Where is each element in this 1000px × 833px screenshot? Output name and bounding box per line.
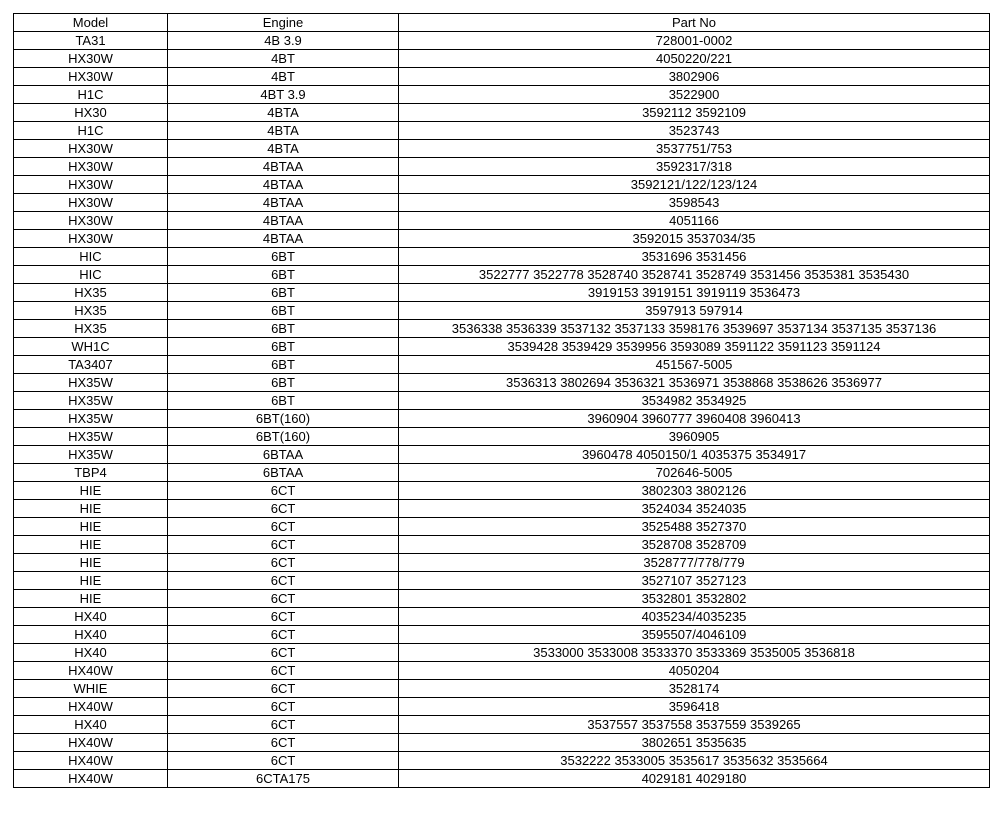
table-row — [14, 698, 990, 716]
cell-part-no: 3960905 — [399, 428, 990, 446]
cell-engine: 4BT — [168, 50, 399, 68]
cell-engine: 4BTAA — [168, 212, 399, 230]
header-model: Model — [14, 14, 168, 32]
table-row — [14, 158, 990, 176]
cell-model: HX40W — [14, 752, 168, 770]
cell-model: HX35W — [14, 374, 168, 392]
cell-engine: 6CT — [168, 662, 399, 680]
cell-model: TA31 — [14, 32, 168, 50]
cell-engine: 4BTAA — [168, 158, 399, 176]
cell-model: HX30W — [14, 212, 168, 230]
table-row — [14, 356, 990, 374]
cell-model: HX40W — [14, 770, 168, 788]
cell-model: WH1C — [14, 338, 168, 356]
cell-model: HIE — [14, 500, 168, 518]
table-row — [14, 608, 990, 626]
cell-part-no: 4050220/221 — [399, 50, 990, 68]
cell-model: HX35 — [14, 284, 168, 302]
table-row — [14, 32, 990, 50]
table-row — [14, 230, 990, 248]
header-engine: Engine — [168, 14, 399, 32]
cell-model: HX35W — [14, 428, 168, 446]
cell-part-no: 3532222 3533005 3535617 3535632 3535664 — [399, 752, 990, 770]
cell-model: HX35W — [14, 410, 168, 428]
cell-engine: 6CT — [168, 734, 399, 752]
header-part-no: Part No — [399, 14, 990, 32]
table-row — [14, 590, 990, 608]
table-row — [14, 446, 990, 464]
cell-model: HX40W — [14, 662, 168, 680]
cell-engine: 6CT — [168, 680, 399, 698]
cell-engine: 4B 3.9 — [168, 32, 399, 50]
cell-part-no: 3539428 3539429 3539956 3593089 3591122 3591123 3591124 — [399, 338, 990, 356]
cell-engine: 6BT(160) — [168, 410, 399, 428]
cell-engine: 6BT — [168, 302, 399, 320]
cell-part-no: 4050204 — [399, 662, 990, 680]
table-row — [14, 122, 990, 140]
cell-model: TBP4 — [14, 464, 168, 482]
cell-part-no: 3528708 3528709 — [399, 536, 990, 554]
table-row — [14, 428, 990, 446]
cell-part-no: 3960904 3960777 3960408 3960413 — [399, 410, 990, 428]
cell-engine: 4BT — [168, 68, 399, 86]
table-row — [14, 104, 990, 122]
cell-engine: 6BT — [168, 338, 399, 356]
cell-model: HX40 — [14, 626, 168, 644]
cell-model: HX30W — [14, 230, 168, 248]
cell-model: HX35W — [14, 392, 168, 410]
cell-part-no: 4051166 — [399, 212, 990, 230]
table-row — [14, 752, 990, 770]
cell-part-no: 3919153 3919151 3919119 3536473 — [399, 284, 990, 302]
table-row — [14, 482, 990, 500]
table-row — [14, 284, 990, 302]
table-row — [14, 212, 990, 230]
parts-sheet — [13, 13, 990, 788]
cell-engine: 6CT — [168, 644, 399, 662]
cell-model: HX40 — [14, 608, 168, 626]
table-row — [14, 86, 990, 104]
table-row — [14, 320, 990, 338]
table-row — [14, 194, 990, 212]
cell-engine: 6CT — [168, 482, 399, 500]
cell-part-no: 3592317/318 — [399, 158, 990, 176]
cell-part-no: 3592121/122/123/124 — [399, 176, 990, 194]
cell-part-no: 3525488 3527370 — [399, 518, 990, 536]
cell-engine: 6CT — [168, 536, 399, 554]
table-row — [14, 248, 990, 266]
cell-model: HX40W — [14, 698, 168, 716]
cell-engine: 6CT — [168, 698, 399, 716]
cell-part-no: 4035234/4035235 — [399, 608, 990, 626]
cell-part-no: 3528777/778/779 — [399, 554, 990, 572]
cell-model: WHIE — [14, 680, 168, 698]
cell-model: HX35 — [14, 320, 168, 338]
cell-model: HIE — [14, 572, 168, 590]
cell-engine: 6BT — [168, 248, 399, 266]
cell-model: HX35W — [14, 446, 168, 464]
cell-engine: 6BT — [168, 356, 399, 374]
table-row — [14, 554, 990, 572]
table-row — [14, 302, 990, 320]
cell-part-no: 3536313 3802694 3536321 3536971 3538868 3538626 3536977 — [399, 374, 990, 392]
cell-part-no: 3531696 3531456 — [399, 248, 990, 266]
table-row — [14, 410, 990, 428]
table-row — [14, 644, 990, 662]
header-row — [14, 14, 990, 32]
cell-model: HX40 — [14, 716, 168, 734]
cell-engine: 6CTA175 — [168, 770, 399, 788]
cell-model: HX30W — [14, 140, 168, 158]
cell-model: H1C — [14, 86, 168, 104]
cell-engine: 6BTAA — [168, 464, 399, 482]
cell-part-no: 3534982 3534925 — [399, 392, 990, 410]
table-row — [14, 680, 990, 698]
cell-engine: 6BT — [168, 266, 399, 284]
cell-part-no: 3533000 3533008 3533370 3533369 3535005 3536818 — [399, 644, 990, 662]
cell-engine: 6BT — [168, 320, 399, 338]
cell-part-no: 3598543 — [399, 194, 990, 212]
cell-part-no: 3595507/4046109 — [399, 626, 990, 644]
cell-engine: 6CT — [168, 572, 399, 590]
table-row — [14, 518, 990, 536]
table-row — [14, 536, 990, 554]
table-row — [14, 626, 990, 644]
cell-model: HX30W — [14, 194, 168, 212]
cell-model: HIC — [14, 248, 168, 266]
cell-part-no: 3523743 — [399, 122, 990, 140]
cell-engine: 6BTAA — [168, 446, 399, 464]
cell-part-no: 3802651 3535635 — [399, 734, 990, 752]
cell-model: HX30W — [14, 50, 168, 68]
cell-model: HIE — [14, 554, 168, 572]
table-row — [14, 374, 990, 392]
cell-part-no: 3522900 — [399, 86, 990, 104]
cell-part-no: 3596418 — [399, 698, 990, 716]
cell-engine: 4BTA — [168, 104, 399, 122]
cell-part-no: 3597913 597914 — [399, 302, 990, 320]
cell-part-no: 3592015 3537034/35 — [399, 230, 990, 248]
cell-part-no: 3522777 3522778 3528740 3528741 3528749 3531456 3535381 3535430 — [399, 266, 990, 284]
cell-part-no: 702646-5005 — [399, 464, 990, 482]
cell-engine: 4BTA — [168, 140, 399, 158]
cell-model: HX30W — [14, 68, 168, 86]
cell-engine: 4BTAA — [168, 230, 399, 248]
cell-model: HX35 — [14, 302, 168, 320]
cell-model: HIC — [14, 266, 168, 284]
table-row — [14, 716, 990, 734]
cell-engine: 4BTAA — [168, 176, 399, 194]
cell-part-no: 3528174 — [399, 680, 990, 698]
table-row — [14, 68, 990, 86]
table-row — [14, 770, 990, 788]
cell-model: TA3407 — [14, 356, 168, 374]
cell-part-no: 3802303 3802126 — [399, 482, 990, 500]
cell-engine: 6CT — [168, 518, 399, 536]
table-row — [14, 464, 990, 482]
table-row — [14, 662, 990, 680]
table-body — [14, 32, 990, 788]
cell-model: HIE — [14, 518, 168, 536]
cell-engine: 6CT — [168, 626, 399, 644]
cell-engine: 4BTA — [168, 122, 399, 140]
cell-model: H1C — [14, 122, 168, 140]
cell-model: HIE — [14, 482, 168, 500]
cell-part-no: 3592112 3592109 — [399, 104, 990, 122]
cell-engine: 6BT — [168, 392, 399, 410]
table-row — [14, 734, 990, 752]
table-row — [14, 140, 990, 158]
cell-part-no: 4029181 4029180 — [399, 770, 990, 788]
cell-engine: 6CT — [168, 554, 399, 572]
cell-part-no: 728001-0002 — [399, 32, 990, 50]
cell-model: HX30W — [14, 158, 168, 176]
cell-engine: 4BTAA — [168, 194, 399, 212]
table-row — [14, 176, 990, 194]
cell-part-no: 3536338 3536339 3537132 3537133 3598176 3539697 3537134 3537135 3537136 — [399, 320, 990, 338]
table-row — [14, 392, 990, 410]
cell-engine: 6CT — [168, 500, 399, 518]
table-row — [14, 338, 990, 356]
cell-engine: 6CT — [168, 752, 399, 770]
cell-engine: 6CT — [168, 716, 399, 734]
table-row — [14, 266, 990, 284]
cell-model: HX30W — [14, 176, 168, 194]
cell-part-no: 3532801 3532802 — [399, 590, 990, 608]
cell-part-no: 3960478 4050150/1 4035375 3534917 — [399, 446, 990, 464]
table-row — [14, 50, 990, 68]
cell-engine: 4BT 3.9 — [168, 86, 399, 104]
cell-part-no: 3802906 — [399, 68, 990, 86]
cell-part-no: 3537557 3537558 3537559 3539265 — [399, 716, 990, 734]
cell-model: HX40W — [14, 734, 168, 752]
cell-engine: 6BT — [168, 284, 399, 302]
cell-model: HX40 — [14, 644, 168, 662]
turbo-parts-table — [13, 13, 990, 788]
cell-model: HIE — [14, 590, 168, 608]
cell-engine: 6CT — [168, 590, 399, 608]
cell-model: HX30 — [14, 104, 168, 122]
cell-part-no: 3527107 3527123 — [399, 572, 990, 590]
cell-engine: 6BT(160) — [168, 428, 399, 446]
table-row — [14, 500, 990, 518]
cell-part-no: 3524034 3524035 — [399, 500, 990, 518]
cell-engine: 6BT — [168, 374, 399, 392]
cell-part-no: 451567-5005 — [399, 356, 990, 374]
table-row — [14, 572, 990, 590]
cell-model: HIE — [14, 536, 168, 554]
cell-part-no: 3537751/753 — [399, 140, 990, 158]
cell-engine: 6CT — [168, 608, 399, 626]
